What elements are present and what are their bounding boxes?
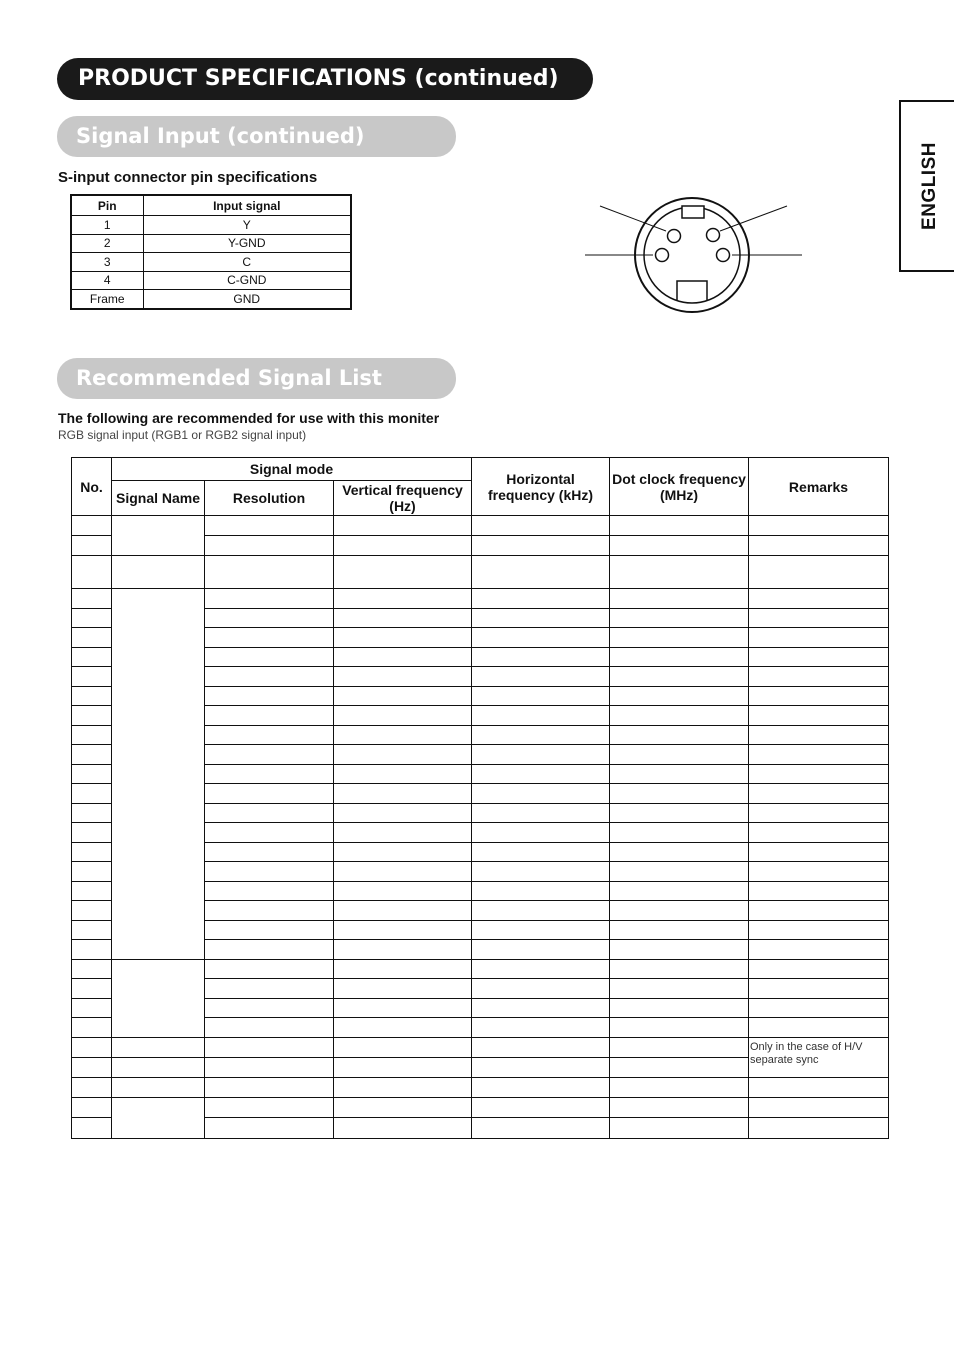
- table-header-row: [71, 195, 351, 216]
- signal-name-cell: [112, 1057, 205, 1077]
- resolution-cell: [205, 764, 334, 784]
- dot-clock-cell: [610, 667, 749, 687]
- resolution-cell: [205, 686, 334, 706]
- no-cell: [72, 628, 112, 648]
- remarks-cell: [749, 516, 889, 536]
- pin-cell: 4: [71, 271, 143, 290]
- vertical-frequency-cell: [334, 706, 472, 726]
- no-cell: [72, 901, 112, 921]
- signal-name-cell: [112, 959, 205, 1037]
- vertical-frequency-header: Vertical frequency (Hz): [334, 481, 472, 516]
- remarks-cell: [749, 1097, 889, 1117]
- no-cell: [72, 959, 112, 979]
- vertical-frequency-cell: [334, 1057, 472, 1077]
- no-header: No.: [72, 458, 112, 516]
- no-cell: [72, 881, 112, 901]
- no-cell: [72, 745, 112, 765]
- remarks-cell: [749, 725, 889, 745]
- dot-clock-cell: [610, 1097, 749, 1117]
- table-row: [71, 271, 351, 290]
- no-cell: [72, 979, 112, 999]
- no-cell: [72, 647, 112, 667]
- no-cell: [72, 516, 112, 536]
- dot-clock-cell: [610, 901, 749, 921]
- pin-spec-subtitle: S-input connector pin specifications: [58, 169, 318, 186]
- dot-clock-cell: [610, 1037, 749, 1057]
- pin-header: Pin: [71, 195, 143, 216]
- table-row: [71, 253, 351, 272]
- vertical-frequency-cell: [334, 979, 472, 999]
- remarks-cell: [749, 608, 889, 628]
- horizontal-frequency-cell: [472, 901, 610, 921]
- resolution-cell: [205, 1037, 334, 1057]
- remarks-cell: [749, 1117, 889, 1138]
- recommended-intro: The following are recommended for use with this moniter: [58, 410, 440, 426]
- vertical-frequency-cell: [334, 1097, 472, 1117]
- recommended-signal-heading: Recommended Signal List: [57, 358, 456, 399]
- remarks-cell: [749, 901, 889, 921]
- vertical-frequency-cell: [334, 881, 472, 901]
- s-connector-diagram: [580, 195, 810, 320]
- dot-clock-cell: [610, 842, 749, 862]
- pin-4-hole: [707, 229, 720, 242]
- signal-name-cell: [112, 1097, 205, 1138]
- remarks-cell: Only in the case of H/V separate sync: [749, 1037, 889, 1077]
- horizontal-frequency-header: Horizontal frequency (kHz): [472, 458, 610, 516]
- remarks-cell: [749, 998, 889, 1018]
- no-cell: [72, 1057, 112, 1077]
- remarks-cell: [749, 1077, 889, 1097]
- vertical-frequency-cell: [334, 940, 472, 960]
- signal-name-header: Signal Name: [112, 481, 205, 516]
- remarks-cell: [749, 647, 889, 667]
- vertical-frequency-cell: [334, 516, 472, 536]
- table-row: [72, 1097, 889, 1117]
- horizontal-frequency-cell: [472, 589, 610, 609]
- page-title: PRODUCT SPECIFICATIONS (continued): [57, 58, 593, 100]
- resolution-cell: [205, 1057, 334, 1077]
- signal-cell: Y: [143, 216, 351, 235]
- resolution-cell: [205, 901, 334, 921]
- signal-name-cell: [112, 516, 205, 556]
- remarks-cell: [749, 628, 889, 648]
- table-row: [72, 1037, 889, 1057]
- dot-clock-cell: [610, 959, 749, 979]
- dot-clock-cell: [610, 536, 749, 556]
- vertical-frequency-cell: [334, 1077, 472, 1097]
- horizontal-frequency-cell: [472, 608, 610, 628]
- vertical-frequency-cell: [334, 1037, 472, 1057]
- horizontal-frequency-cell: [472, 764, 610, 784]
- resolution-cell: [205, 803, 334, 823]
- dot-clock-cell: [610, 516, 749, 536]
- vertical-frequency-cell: [334, 803, 472, 823]
- no-cell: [72, 608, 112, 628]
- resolution-cell: [205, 725, 334, 745]
- resolution-cell: [205, 667, 334, 687]
- resolution-cell: [205, 589, 334, 609]
- remarks-cell: [749, 940, 889, 960]
- horizontal-frequency-cell: [472, 1097, 610, 1117]
- signal-input-heading: Signal Input (continued): [57, 116, 456, 157]
- no-cell: [72, 1077, 112, 1097]
- remarks-cell: [749, 686, 889, 706]
- horizontal-frequency-cell: [472, 784, 610, 804]
- signal-cell: C: [143, 253, 351, 272]
- remarks-cell: [749, 842, 889, 862]
- resolution-cell: [205, 1018, 334, 1038]
- no-cell: [72, 784, 112, 804]
- table-row: [72, 556, 889, 589]
- resolution-cell: [205, 706, 334, 726]
- signal-name-cell: [112, 589, 205, 960]
- dot-clock-cell: [610, 589, 749, 609]
- horizontal-frequency-cell: [472, 686, 610, 706]
- remarks-cell: [749, 862, 889, 882]
- no-cell: [72, 556, 112, 589]
- no-cell: [72, 823, 112, 843]
- horizontal-frequency-cell: [472, 940, 610, 960]
- remarks-cell: [749, 536, 889, 556]
- vertical-frequency-cell: [334, 959, 472, 979]
- dot-clock-cell: [610, 920, 749, 940]
- dot-clock-cell: [610, 784, 749, 804]
- horizontal-frequency-cell: [472, 920, 610, 940]
- remarks-cell: [749, 667, 889, 687]
- horizontal-frequency-cell: [472, 1018, 610, 1038]
- vertical-frequency-cell: [334, 608, 472, 628]
- horizontal-frequency-cell: [472, 1037, 610, 1057]
- horizontal-frequency-cell: [472, 725, 610, 745]
- pin-cell: Frame: [71, 290, 143, 309]
- no-cell: [72, 1018, 112, 1038]
- vertical-frequency-cell: [334, 745, 472, 765]
- resolution-cell: [205, 647, 334, 667]
- vertical-frequency-cell: [334, 998, 472, 1018]
- vertical-frequency-cell: [334, 589, 472, 609]
- signal-name-cell: [112, 1037, 205, 1057]
- connector-bottom-key: [677, 281, 707, 300]
- pin-spec-table: [70, 194, 352, 310]
- resolution-cell: [205, 536, 334, 556]
- remarks-cell: [749, 745, 889, 765]
- vertical-frequency-cell: [334, 536, 472, 556]
- dot-clock-cell: [610, 556, 749, 589]
- dot-clock-cell: [610, 647, 749, 667]
- no-cell: [72, 920, 112, 940]
- horizontal-frequency-cell: [472, 647, 610, 667]
- dot-clock-cell: [610, 686, 749, 706]
- pin-cell: 2: [71, 234, 143, 253]
- resolution-cell: [205, 920, 334, 940]
- remarks-cell: [749, 803, 889, 823]
- resolution-cell: [205, 842, 334, 862]
- resolution-cell: [205, 1117, 334, 1138]
- no-cell: [72, 725, 112, 745]
- vertical-frequency-cell: [334, 1117, 472, 1138]
- dot-clock-header: Dot clock frequency (MHz): [610, 458, 749, 516]
- no-cell: [72, 998, 112, 1018]
- remarks-cell: [749, 920, 889, 940]
- connector-top-key: [682, 206, 704, 218]
- vertical-frequency-cell: [334, 862, 472, 882]
- horizontal-frequency-cell: [472, 803, 610, 823]
- vertical-frequency-cell: [334, 901, 472, 921]
- resolution-cell: [205, 959, 334, 979]
- remarks-cell: [749, 979, 889, 999]
- dot-clock-cell: [610, 745, 749, 765]
- horizontal-frequency-cell: [472, 667, 610, 687]
- dot-clock-cell: [610, 979, 749, 999]
- signal-list-table: [71, 457, 889, 1139]
- remarks-cell: [749, 784, 889, 804]
- horizontal-frequency-cell: [472, 706, 610, 726]
- horizontal-frequency-cell: [472, 862, 610, 882]
- vertical-frequency-cell: [334, 1018, 472, 1038]
- no-cell: [72, 764, 112, 784]
- dot-clock-cell: [610, 881, 749, 901]
- dot-clock-cell: [610, 1057, 749, 1077]
- horizontal-frequency-cell: [472, 745, 610, 765]
- resolution-cell: [205, 862, 334, 882]
- dot-clock-cell: [610, 1117, 749, 1138]
- table-row: [72, 589, 889, 609]
- no-cell: [72, 706, 112, 726]
- vertical-frequency-cell: [334, 556, 472, 589]
- resolution-cell: [205, 1077, 334, 1097]
- vertical-frequency-cell: [334, 686, 472, 706]
- language-tab: [899, 100, 954, 272]
- vertical-frequency-cell: [334, 725, 472, 745]
- resolution-cell: [205, 979, 334, 999]
- recommended-note: RGB signal input (RGB1 or RGB2 signal input): [58, 428, 307, 442]
- vertical-frequency-cell: [334, 920, 472, 940]
- table-row: [71, 234, 351, 253]
- no-cell: [72, 589, 112, 609]
- vertical-frequency-cell: [334, 764, 472, 784]
- vertical-frequency-cell: [334, 667, 472, 687]
- dot-clock-cell: [610, 628, 749, 648]
- no-cell: [72, 686, 112, 706]
- no-cell: [72, 1097, 112, 1117]
- vertical-frequency-cell: [334, 823, 472, 843]
- dot-clock-cell: [610, 998, 749, 1018]
- dot-clock-cell: [610, 1018, 749, 1038]
- signal-name-cell: [112, 1077, 205, 1097]
- remarks-cell: [749, 764, 889, 784]
- horizontal-frequency-cell: [472, 823, 610, 843]
- resolution-cell: [205, 823, 334, 843]
- horizontal-frequency-cell: [472, 1077, 610, 1097]
- dot-clock-cell: [610, 862, 749, 882]
- dot-clock-cell: [610, 706, 749, 726]
- no-cell: [72, 1117, 112, 1138]
- horizontal-frequency-cell: [472, 842, 610, 862]
- horizontal-frequency-cell: [472, 1057, 610, 1077]
- no-cell: [72, 667, 112, 687]
- remarks-cell: [749, 556, 889, 589]
- dot-clock-cell: [610, 823, 749, 843]
- dot-clock-cell: [610, 940, 749, 960]
- resolution-cell: [205, 881, 334, 901]
- no-cell: [72, 536, 112, 556]
- vertical-frequency-cell: [334, 647, 472, 667]
- signal-list-body: [72, 516, 889, 1139]
- pin-3-hole: [668, 230, 681, 243]
- horizontal-frequency-cell: [472, 516, 610, 536]
- horizontal-frequency-cell: [472, 556, 610, 589]
- horizontal-frequency-cell: [472, 1117, 610, 1138]
- remarks-cell: [749, 1018, 889, 1038]
- signal-cell: C-GND: [143, 271, 351, 290]
- signal-cell: Y-GND: [143, 234, 351, 253]
- language-tab-label: ENGLISH: [919, 142, 940, 230]
- horizontal-frequency-cell: [472, 881, 610, 901]
- vertical-frequency-cell: [334, 628, 472, 648]
- table-row: [72, 516, 889, 536]
- table-row: [71, 290, 351, 309]
- input-signal-header: Input signal: [143, 195, 351, 216]
- resolution-cell: [205, 940, 334, 960]
- signal-name-cell: [112, 556, 205, 589]
- remarks-cell: [749, 959, 889, 979]
- no-cell: [72, 862, 112, 882]
- resolution-header: Resolution: [205, 481, 334, 516]
- resolution-cell: [205, 784, 334, 804]
- dot-clock-cell: [610, 608, 749, 628]
- signal-cell: GND: [143, 290, 351, 309]
- resolution-cell: [205, 1097, 334, 1117]
- no-cell: [72, 940, 112, 960]
- pin-1-hole: [656, 249, 669, 262]
- no-cell: [72, 1037, 112, 1057]
- remarks-cell: [749, 823, 889, 843]
- resolution-cell: [205, 998, 334, 1018]
- table-row: [71, 216, 351, 235]
- remarks-cell: [749, 589, 889, 609]
- horizontal-frequency-cell: [472, 998, 610, 1018]
- resolution-cell: [205, 628, 334, 648]
- remarks-header: Remarks: [749, 458, 889, 516]
- dot-clock-cell: [610, 764, 749, 784]
- vertical-frequency-cell: [334, 842, 472, 862]
- dot-clock-cell: [610, 725, 749, 745]
- vertical-frequency-cell: [334, 784, 472, 804]
- leader-line-top-right: [720, 206, 787, 231]
- no-cell: [72, 842, 112, 862]
- table-header-row: [72, 458, 889, 481]
- horizontal-frequency-cell: [472, 628, 610, 648]
- table-row: [72, 1077, 889, 1097]
- dot-clock-cell: [610, 803, 749, 823]
- resolution-cell: [205, 745, 334, 765]
- horizontal-frequency-cell: [472, 536, 610, 556]
- table-row: [72, 959, 889, 979]
- pin-cell: 3: [71, 253, 143, 272]
- resolution-cell: [205, 608, 334, 628]
- signal-mode-header: Signal mode: [112, 458, 472, 481]
- pin-cell: 1: [71, 216, 143, 235]
- remarks-cell: [749, 881, 889, 901]
- no-cell: [72, 803, 112, 823]
- horizontal-frequency-cell: [472, 979, 610, 999]
- resolution-cell: [205, 516, 334, 536]
- horizontal-frequency-cell: [472, 959, 610, 979]
- pin-2-hole: [717, 249, 730, 262]
- resolution-cell: [205, 556, 334, 589]
- dot-clock-cell: [610, 1077, 749, 1097]
- remarks-cell: [749, 706, 889, 726]
